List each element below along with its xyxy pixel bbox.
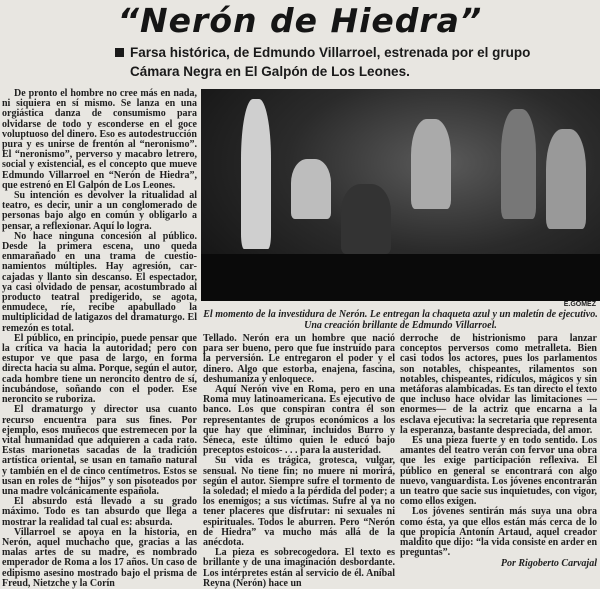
actor-figure: [411, 119, 451, 209]
stage-photo: [201, 89, 600, 301]
subheadline-line-1: Farsa histórica, de Edmundo Villarroel, estrenada por el grupo: [130, 45, 531, 60]
paragraph: Es una pieza fuerte y en todo sentido. Los amantes del teatro verán con fervor una obra que les exige participación reflexiva. El público en general se encontrará con algo nuevo, vanguardista. Los jóvenes encontrarán un teatro que sacie sus inquietudes, con vigor, como ellos exigen.: [400, 435, 597, 508]
actor-figure: [241, 99, 271, 249]
square-bullet-icon: [115, 48, 124, 57]
actor-figure: [341, 184, 391, 254]
headline: “Nerón de Hiedra”: [117, 1, 483, 40]
paragraph: No hace ninguna concesión al público. Desde la primera escena, uno queda enmarañado en una trama de cuestionamientos múltiples. Hay agresión, carcajadas y llanto sin descanso. El espectador, ya casi olvidado de pensar, acostumbrado al producto teatral predigerido, se agota, enmudece, ríe, recibe apabullado la multiplicidad de latigazos del dramaturgo. El remezón es total.: [2, 230, 197, 334]
paragraph: Aquí Nerón vive en Roma, pero en una Roma muy latinoamericana. Es ejecutivo de banco. Los que conspiran contra él son representantes de grupos económicos a los que hay que eliminar, incluidos Burro y Séneca, este último quien le educó bajo preceptos estoicos- . . . para la austeridad.: [203, 384, 395, 457]
article-column-middle: [203, 334, 395, 589]
article-column-left: [2, 89, 197, 589]
paragraph: El dramaturgo y director usa cuanto recurso encuentra para sus fines. Por ejemplo, esos muñecos que estremecen por la vital humanidad que adquieren a cada rato. Estas marionetas sacadas de la tradición artística oriental, se usan en tamaño natural y también en el de cinco centímetros. Estos se usan en roles de “hijos” y son pisoteados por una madre volcánicamente española.: [2, 404, 197, 497]
paragraph: Los jóvenes sentirán más suya una obra como ésta, ya que ellos están más cerca de lo que propicia Antonín Artaud, aquel creador maldito que dijo: “la vida consiste en arder en preguntas”.: [400, 506, 597, 559]
actor-figure: [291, 159, 331, 219]
photo-caption: El momento de la investidura de Nerón. Le entregan la chaqueta azul y un maletín de ejecutivo. Una creación brillante de Edmundo Villarroel.: [203, 309, 598, 331]
actor-figure: [501, 109, 536, 219]
paragraph: Su vida es trágica, grotesca, vulgar, sensual. No tiene fin; no muere ni morirá, según el autor. Siempre sufre el tormento de la soledad; el miedo a la pérdida del poder; a los enemigos; a sus víctimas. Sufre al ya no tener placeres que disfrutar: ni sexuales ni espirituales. Todos le aburren. Pero “Nerón de Hiedra” va mucho más allá de la anécdota.: [203, 455, 395, 549]
paragraph: La pieza es sobrecogedora. El texto es brillante y de una imaginación desbordante. Los intérpretes están al servicio de él. Aníbal Reyna (Nerón) hace un: [203, 547, 395, 589]
photo-credit: E.GOMEZ: [563, 301, 596, 308]
byline: Por Rigoberto Carvajal: [500, 558, 597, 570]
paragraph: Su intención es devolver la ritualidad al teatro, es decir, unir a un conglomerado de personas bajo algo en común y obligarlo a pensar, a reflexionar. Aquí lo logra.: [2, 190, 197, 232]
paragraph: El absurdo está llevado a su grado máximo. Todo es tan absurdo que llega a mostrar la realidad tal cual es: absurda.: [2, 496, 197, 528]
paragraph: derroche de histrionismo para lanzar conceptos perversos como metralleta. Bien casi todos los actores, pues los parlamentos son notables, chispeantes, rilamentos son notables, chispeantes, ridículos, mágicos y sin metáforas alambicadas. Es tan directo el texto que incluso hace olvidar las limitaciones —enormes— de la actriz que encarna a la esclava ejecutiva: la secretaria que representa la esperanza, bastante despreciada, del amor.: [400, 333, 597, 436]
article-column-right: [400, 334, 597, 570]
paragraph: Villarroel se apoya en la historia, en Nerón, aquel muchacho que, gracias a las malas artes de su madre, es nombrado emperador de Roma a los 17 años. Un caso de edipismo asesino mostrado bajo el prisma de Freud, Nietzche y la Corín: [2, 526, 197, 589]
audience-silhouettes: [201, 254, 600, 301]
paragraph: El público, en principio, puede pensar que la crítica va hacia la autoridad; pero con estupor ve que pasa de largo, en forma directa hacia su alma. Porque, según el autor, cada hombre tiene un neroncito dentro de sí, incubándose, soñando con el poder. Ese neroncito se ruboriza.: [2, 332, 197, 406]
paragraph: De pronto el hombre no cree más en nada, ni siquiera en sí mismo. Se lanza en una orgiástica danza de consumismo para olvidarse de todo y esconderse en el goce voluptuoso del dinero. Eso es autodestrucción pura y es unirse de frentón al “neronismo”. El “neronismo”, perverso y macabro letrero, social y existencial, es el concepto que mueve Edmundo Villarroel en “Nerón de Hiedra”, que estrenó en El Galpón de Los Leones.: [2, 88, 197, 191]
paragraph: Tellado. Nerón era un hombre que nació para ser bueno, pero que fue instruído para la perversión. Le entregaron el poder y el dinero. Algo que estorba, enajena, fascina, deshumaniza y enloquece.: [203, 333, 395, 385]
subheadline: [115, 43, 600, 81]
subheadline-line-2: Cámara Negra en El Galpón de Los Leones.: [130, 64, 410, 79]
actor-figure: [546, 129, 586, 229]
